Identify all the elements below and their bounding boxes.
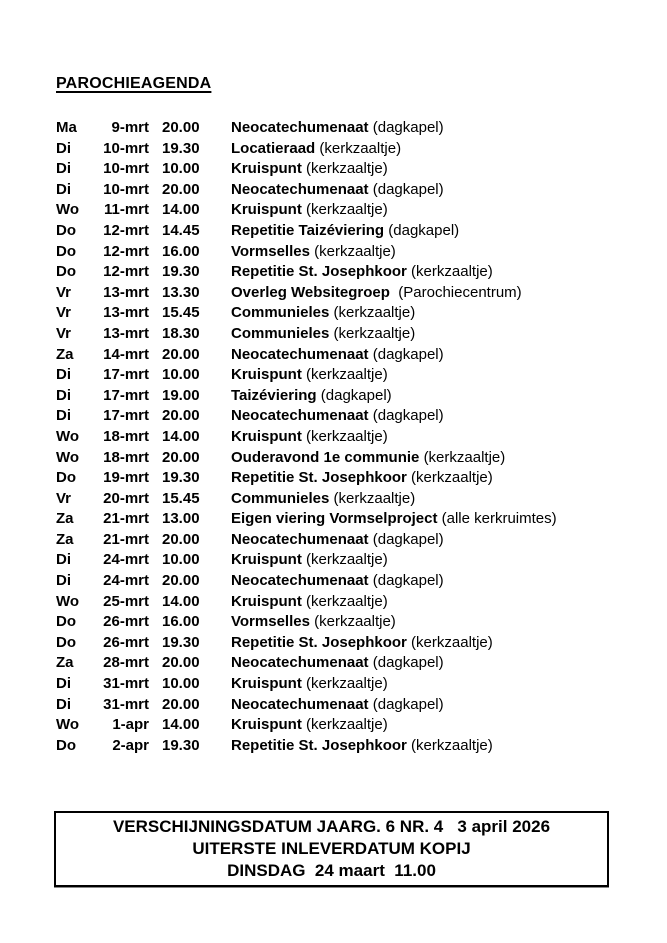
page-title: PAROCHIEAGENDA [56, 75, 212, 92]
agenda-location: (dagkapel) [372, 695, 444, 713]
agenda-event: Neocatechumenaat [231, 695, 369, 713]
agenda-row [56, 509, 637, 530]
agenda-row [56, 324, 637, 345]
agenda-time: 19.30 [162, 469, 200, 487]
agenda-event: Repetitie St. Josephkoor [231, 633, 407, 651]
agenda-row [56, 303, 637, 324]
agenda-description [231, 592, 637, 613]
agenda-location: (kerkzaaltje) [306, 366, 388, 384]
agenda-day: Za [56, 345, 74, 363]
agenda-time: 14.45 [162, 221, 200, 239]
copy-deadline-date: DINSDAG 24 maart 11.00 [227, 861, 436, 881]
agenda-row [56, 386, 637, 407]
agenda-location: (kerkzaaltje) [333, 304, 416, 322]
agenda-row [56, 262, 637, 283]
agenda-location: (kerkzaaltje) [314, 242, 396, 260]
agenda-date: 18-mrt [103, 427, 149, 445]
agenda-date: 24-mrt [103, 572, 149, 590]
agenda-day: Di [56, 180, 71, 198]
agenda-day: Di [56, 139, 71, 157]
agenda-description [231, 221, 637, 242]
agenda-day: Di [56, 675, 71, 693]
agenda-location: (kerkzaaltje) [306, 160, 388, 178]
agenda-time: 14.00 [162, 201, 200, 219]
agenda-date: 21-mrt [103, 510, 149, 528]
agenda-event: Communieles [231, 489, 330, 507]
agenda-location: (dagkapel) [372, 407, 444, 425]
agenda-event: Vormselles [231, 242, 310, 260]
agenda-day: Di [56, 572, 71, 590]
agenda-location: (dagkapel) [320, 386, 392, 404]
agenda-day: Wo [56, 201, 80, 219]
agenda-time: 14.00 [162, 592, 200, 610]
agenda-event: Communieles [231, 304, 330, 322]
agenda-location: (kerkzaaltje) [306, 201, 388, 219]
agenda-event: Communieles [231, 324, 330, 342]
agenda-location: (kerkzaaltje) [314, 613, 396, 631]
agenda-row [56, 448, 637, 469]
agenda-date: 10-mrt [103, 139, 149, 157]
agenda-row [56, 221, 637, 242]
agenda-event: Neocatechumenaat [231, 119, 369, 136]
agenda-date: 13-mrt [103, 324, 149, 342]
agenda-row [56, 283, 637, 304]
agenda-date: 25-mrt [103, 592, 149, 610]
agenda-row [56, 653, 637, 674]
agenda-row [56, 118, 637, 139]
agenda-row [56, 365, 637, 386]
agenda-time: 19.00 [162, 386, 200, 404]
agenda-time: 16.00 [162, 242, 200, 260]
agenda-row [56, 468, 637, 489]
agenda-row [56, 571, 637, 592]
agenda-event: Repetitie St. Josephkoor [231, 263, 407, 281]
agenda-description [231, 242, 637, 263]
agenda-time: 19.30 [162, 736, 200, 754]
agenda-date: 24-mrt [103, 551, 149, 569]
agenda-event: Locatieraad [231, 139, 316, 157]
agenda-row [56, 715, 637, 736]
agenda-event: Kruispunt [231, 366, 302, 384]
agenda-location: (kerkzaaltje) [411, 263, 493, 281]
agenda-row [56, 345, 637, 366]
agenda-day: Vr [56, 304, 72, 322]
agenda-location: (Parochiecentrum) [398, 283, 522, 301]
agenda-list [56, 118, 637, 756]
agenda-row [56, 427, 637, 448]
agenda-location: (kerkzaaltje) [411, 469, 493, 487]
agenda-event: Kruispunt [231, 427, 302, 445]
agenda-row [56, 674, 637, 695]
agenda-location: (alle kerkruimtes) [441, 510, 557, 528]
agenda-date: 21-mrt [103, 530, 149, 548]
agenda-event: Repetitie Taizéviering [231, 221, 385, 239]
agenda-event: Kruispunt [231, 551, 302, 569]
agenda-description [231, 633, 637, 654]
agenda-event: Neocatechumenaat [231, 407, 369, 425]
agenda-day: Ma [56, 119, 77, 136]
agenda-date: 12-mrt [103, 263, 149, 281]
agenda-day: Do [56, 221, 76, 239]
agenda-date: 12-mrt [103, 221, 149, 239]
agenda-description [231, 550, 637, 571]
agenda-event: Neocatechumenaat [231, 530, 369, 548]
agenda-day: Do [56, 242, 76, 260]
agenda-date: 28-mrt [103, 654, 149, 672]
agenda-event: Neocatechumenaat [231, 180, 369, 198]
agenda-date: 19-mrt [103, 469, 149, 487]
agenda-description [231, 365, 637, 386]
agenda-description [231, 674, 637, 695]
agenda-day: Di [56, 551, 71, 569]
agenda-date: 26-mrt [103, 633, 149, 651]
agenda-description [231, 448, 637, 469]
agenda-row [56, 633, 637, 654]
agenda-row [56, 695, 637, 716]
agenda-time: 20.00 [162, 654, 200, 672]
agenda-event: Neocatechumenaat [231, 572, 369, 590]
agenda-location: (kerkzaaltje) [306, 716, 388, 734]
agenda-event: Kruispunt [231, 592, 302, 610]
agenda-time: 13.00 [162, 510, 200, 528]
agenda-description [231, 489, 637, 510]
agenda-day: Wo [56, 427, 80, 445]
publication-notice-box [54, 811, 609, 887]
agenda-location: (dagkapel) [388, 221, 460, 239]
copy-deadline-label: UITERSTE INLEVERDATUM KOPIJ [192, 839, 471, 859]
agenda-event: Taizéviering [231, 386, 317, 404]
agenda-location: (kerkzaaltje) [306, 551, 388, 569]
agenda-row [56, 180, 637, 201]
agenda-description [231, 653, 637, 674]
agenda-location: (kerkzaaltje) [333, 324, 416, 342]
agenda-location: (dagkapel) [372, 572, 444, 590]
agenda-row [56, 530, 637, 551]
agenda-time: 14.00 [162, 716, 200, 734]
agenda-description [231, 715, 637, 736]
agenda-day: Di [56, 366, 71, 384]
agenda-row [56, 200, 637, 221]
agenda-row [56, 406, 637, 427]
agenda-description [231, 180, 637, 201]
agenda-date: 31-mrt [103, 675, 149, 693]
agenda-date: 14-mrt [103, 345, 149, 363]
publication-date-line: VERSCHIJNINGSDATUM JAARG. 6 NR. 4 3 april 2026 [112, 817, 551, 837]
agenda-location: (kerkzaaltje) [411, 736, 493, 754]
agenda-event: Neocatechumenaat [231, 654, 369, 672]
agenda-day: Do [56, 263, 76, 281]
agenda-time: 19.30 [162, 263, 200, 281]
agenda-day: Do [56, 469, 76, 487]
agenda-time: 10.00 [162, 366, 200, 384]
agenda-time: 20.00 [162, 119, 200, 136]
agenda-time: 20.00 [162, 345, 200, 363]
agenda-description [231, 571, 637, 592]
agenda-description [231, 200, 637, 221]
agenda-description [231, 468, 637, 489]
agenda-location: (dagkapel) [372, 119, 444, 136]
agenda-description [231, 303, 637, 324]
agenda-date: 17-mrt [103, 386, 149, 404]
agenda-location: (dagkapel) [372, 180, 444, 198]
agenda-event: Neocatechumenaat [231, 345, 369, 363]
agenda-event: Vormselles [231, 613, 310, 631]
agenda-row [56, 612, 637, 633]
agenda-day: Wo [56, 448, 80, 466]
agenda-row [56, 159, 637, 180]
agenda-time: 20.00 [162, 407, 200, 425]
agenda-event: Eigen viering Vormselproject [231, 510, 438, 528]
agenda-day: Di [56, 407, 71, 425]
agenda-time: 14.00 [162, 427, 200, 445]
agenda-event: Kruispunt [231, 675, 302, 693]
agenda-day: Di [56, 695, 71, 713]
agenda-description [231, 139, 637, 160]
agenda-description [231, 406, 637, 427]
agenda-date: 13-mrt [103, 283, 149, 301]
agenda-description [231, 509, 637, 530]
agenda-day: Vr [56, 324, 72, 342]
agenda-day: Wo [56, 592, 80, 610]
agenda-event: Kruispunt [231, 716, 302, 734]
agenda-time: 19.30 [162, 633, 200, 651]
agenda-date: 26-mrt [103, 613, 149, 631]
agenda-event: Kruispunt [231, 160, 302, 178]
agenda-time: 13.30 [162, 283, 200, 301]
agenda-date: 12-mrt [103, 242, 149, 260]
agenda-date: 10-mrt [103, 180, 149, 198]
agenda-location: (kerkzaaltje) [306, 592, 388, 610]
agenda-description [231, 118, 637, 139]
agenda-date: 17-mrt [103, 407, 149, 425]
agenda-description [231, 736, 637, 757]
agenda-date: 10-mrt [103, 160, 149, 178]
agenda-row [56, 550, 637, 571]
agenda-time: 10.00 [162, 551, 200, 569]
agenda-event: Kruispunt [231, 201, 302, 219]
agenda-date: 9-mrt [111, 119, 149, 136]
agenda-time: 15.45 [162, 304, 200, 322]
agenda-date: 18-mrt [103, 448, 149, 466]
agenda-description [231, 283, 637, 304]
agenda-description [231, 386, 637, 407]
agenda-time: 10.00 [162, 160, 200, 178]
agenda-date: 13-mrt [103, 304, 149, 322]
agenda-row [56, 242, 637, 263]
agenda-location: (kerkzaaltje) [411, 633, 493, 651]
agenda-date: 17-mrt [103, 366, 149, 384]
agenda-location: (dagkapel) [372, 530, 444, 548]
agenda-time: 20.00 [162, 448, 200, 466]
agenda-day: Di [56, 386, 71, 404]
agenda-location: (dagkapel) [372, 654, 444, 672]
agenda-date: 31-mrt [103, 695, 149, 713]
agenda-day: Di [56, 160, 71, 178]
agenda-day: Wo [56, 716, 80, 734]
agenda-location: (kerkzaaltje) [333, 489, 416, 507]
agenda-date: 1-apr [112, 716, 149, 734]
agenda-time: 19.30 [162, 139, 200, 157]
agenda-description [231, 262, 637, 283]
agenda-description [231, 530, 637, 551]
agenda-day: Za [56, 530, 74, 548]
agenda-row [56, 592, 637, 613]
agenda-description [231, 695, 637, 716]
agenda-description [231, 345, 637, 366]
agenda-time: 20.00 [162, 572, 200, 590]
agenda-location: (kerkzaaltje) [423, 448, 506, 466]
agenda-description [231, 324, 637, 345]
agenda-date: 2-apr [112, 736, 149, 754]
agenda-date: 11-mrt [103, 201, 149, 219]
agenda-time: 20.00 [162, 530, 200, 548]
agenda-day: Do [56, 736, 76, 754]
agenda-date: 20-mrt [103, 489, 149, 507]
agenda-description [231, 427, 637, 448]
agenda-time: 20.00 [162, 180, 200, 198]
agenda-time: 16.00 [162, 613, 200, 631]
agenda-row [56, 139, 637, 160]
agenda-event: Ouderavond 1e communie [231, 448, 420, 466]
agenda-row [56, 736, 637, 757]
agenda-day: Za [56, 654, 74, 672]
agenda-time: 20.00 [162, 695, 200, 713]
agenda-event: Repetitie St. Josephkoor [231, 736, 407, 754]
agenda-day: Vr [56, 489, 72, 507]
agenda-location: (kerkzaaltje) [306, 427, 388, 445]
agenda-event: Repetitie St. Josephkoor [231, 469, 407, 487]
agenda-location: (kerkzaaltje) [319, 139, 402, 157]
agenda-location: (kerkzaaltje) [306, 675, 388, 693]
agenda-row [56, 489, 637, 510]
agenda-day: Za [56, 510, 74, 528]
agenda-location: (dagkapel) [372, 345, 444, 363]
agenda-description [231, 612, 637, 633]
agenda-time: 10.00 [162, 675, 200, 693]
agenda-day: Do [56, 633, 76, 651]
agenda-day: Vr [56, 283, 72, 301]
agenda-description [231, 159, 637, 180]
agenda-event: Overleg Websitegroep [231, 283, 395, 301]
agenda-day: Do [56, 613, 76, 631]
agenda-time: 15.45 [162, 489, 200, 507]
agenda-time: 18.30 [162, 324, 200, 342]
